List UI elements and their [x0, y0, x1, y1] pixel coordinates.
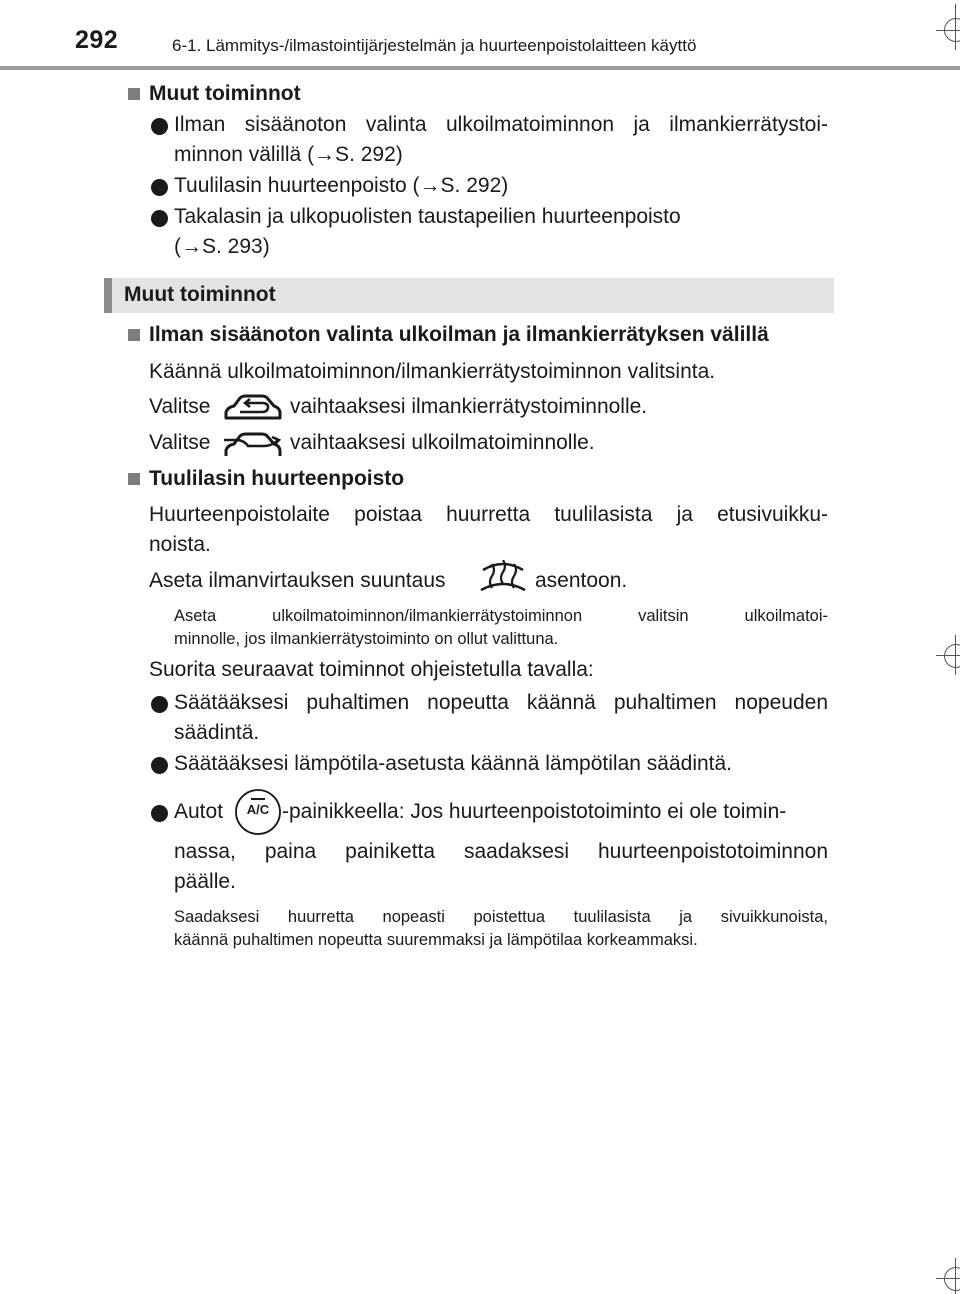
summary-bullet-2: Tuulilasin huurteenpoisto (→S. 292): [174, 174, 509, 197]
recirc-prefix: Valitse: [149, 395, 211, 418]
defog-p1-line-1: Huurteenpoistolaite poistaa huurretta tuulilasista ja etusivuikku-: [149, 503, 828, 526]
defog-bullet-3-line-3: päälle.: [174, 870, 236, 893]
square-bullet: [128, 329, 140, 341]
section-banner: [104, 278, 834, 313]
airflow-suffix: asentoon.: [535, 569, 628, 592]
square-bullet: [128, 88, 140, 100]
banner-bar: [104, 278, 112, 313]
airflow-prefix: Aseta ilmanvirtauksen suuntaus: [149, 569, 446, 592]
banner-title: Muut toiminnot: [124, 283, 276, 306]
ac-button-icon: [234, 786, 282, 838]
defog-note-1-line-1: Aseta ulkoilmatoiminnon/ilmankierrätystoiminnon valitsin ulkoilmatoi-: [174, 607, 828, 625]
summary-bullet-1-line-1: Ilman sisäänoton valinta ulkoilmatoiminnon ja ilmankierrätystoi-: [174, 113, 828, 136]
defog-bullet-1-line-1: Säätääksesi puhaltimen nopeutta käännä puhaltimen nopeuden: [174, 691, 828, 714]
defog-steps-intro: Suorita seuraavat toiminnot ohjeistetulla tavalla:: [149, 658, 594, 681]
defog-bullet-3-line-2: nassa, paina painiketta saadaksesi huurteenpoistotoiminnon: [174, 840, 828, 863]
defog-bullet-3-suffix: -painikkeella: Jos huurteenpoistotoiminto ei ole toimin-: [282, 800, 787, 823]
recirc-suffix: vaihtaaksesi ilmankierrätystoiminnolle.: [290, 395, 648, 418]
recirculation-icon: [222, 392, 284, 426]
bullet-dot: [151, 210, 168, 227]
summary-bullet-3-line-1: Takalasin ja ulkopuolisten taustapeilien huurteenpoisto: [174, 205, 681, 228]
air-section-title: Ilman sisäänoton valinta ulkoilman ja ilmankierrätyksen välillä: [149, 323, 769, 346]
defog-note-1-line-2: minnolle, jos ilmankierrätystoiminto on ollut valittuna.: [174, 630, 559, 648]
bullet-dot: [151, 696, 168, 713]
defog-bullet-1-line-2: säädintä.: [174, 721, 260, 744]
outside-prefix: Valitse: [149, 431, 211, 454]
defog-bullet-2: Säätääksesi lämpötila-asetusta käännä lämpötilan säädintä.: [174, 752, 733, 775]
bullet-dot: [151, 805, 168, 822]
registration-mark-top: [936, 0, 960, 50]
square-bullet: [128, 473, 140, 485]
page-number: 292: [75, 26, 119, 54]
outside-air-icon: [222, 428, 284, 462]
defog-bullet-3-prefix: Autot: [174, 800, 224, 823]
bullet-dot: [151, 118, 168, 135]
outside-suffix: vaihtaaksesi ulkoilmatoiminnolle.: [290, 431, 595, 454]
defog-section-title: Tuulilasin huurteenpoisto: [149, 467, 405, 490]
bullet-dot: [151, 179, 168, 196]
summary-bullet-1-line-2: minnon välillä (→S. 292): [174, 143, 403, 166]
bullet-dot: [151, 757, 168, 774]
defog-p1-line-2: noista.: [149, 533, 211, 556]
chapter-title: 6-1. Lämmitys-/ilmastointijärjestelmän ja huurteenpoistolaitteen käyttö: [172, 36, 697, 55]
defog-note-2-line-2: käännä puhaltimen nopeutta suuremmaksi ja lämpötilaa korkeammaksi.: [174, 931, 698, 949]
header-rule: [0, 66, 960, 70]
windshield-defog-icon: [478, 560, 528, 600]
summary-bullet-3-line-2: (→S. 293): [174, 235, 270, 258]
summary-title: Muut toiminnot: [149, 82, 301, 105]
defog-note-2-line-1: Saadaksesi huurretta nopeasti poistettua tuulilasista ja sivuikkunoista,: [174, 908, 828, 926]
registration-mark-bottom: [936, 1258, 960, 1294]
registration-mark-middle: [936, 635, 960, 685]
page-header: [0, 0, 960, 70]
air-section-intro: Käännä ulkoilmatoiminnon/ilmankierrätystoiminnon valitsinta.: [149, 360, 716, 383]
ac-button-label: A/C: [246, 802, 270, 817]
